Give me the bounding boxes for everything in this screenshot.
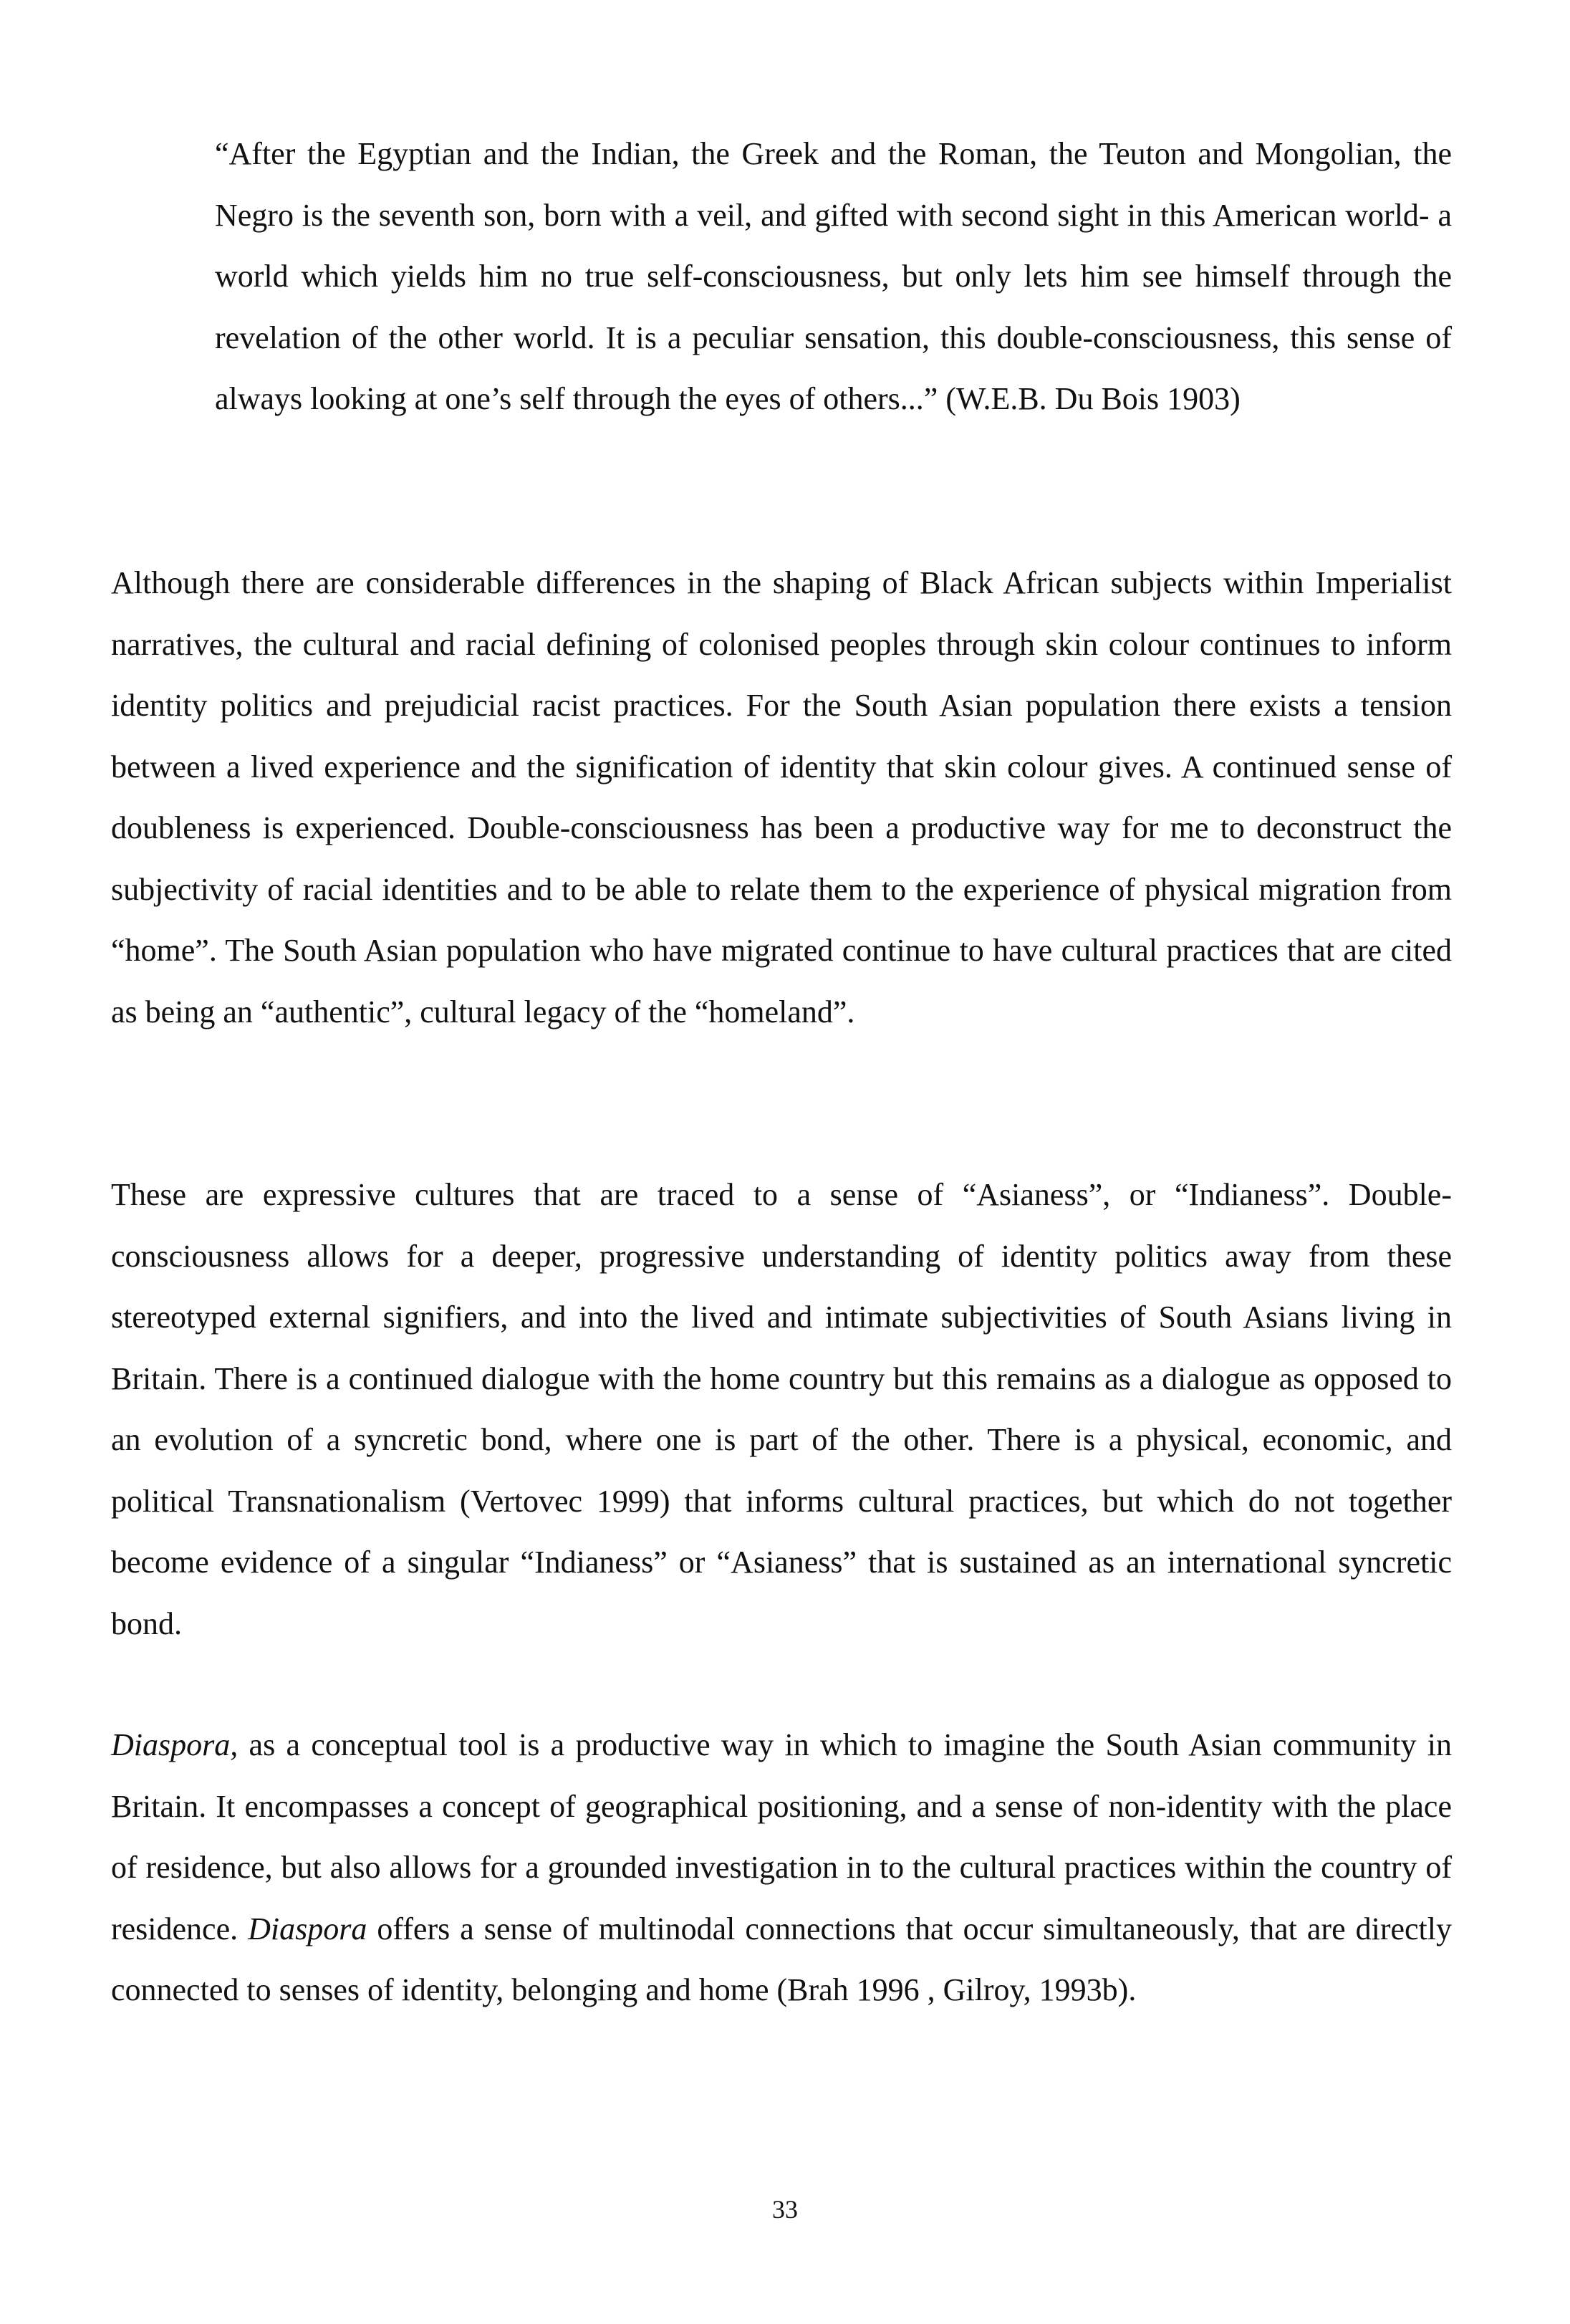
body-paragraph-1: Although there are considerable differences in the shaping of Black African subjects within Imperialist narratives, the cultural and racial defining of colonised peoples through skin colour continues to inform identity politics and prejudicial racist practices. For the South Asian population there exists a tension between a lived experience and the signification of identity that skin colour gives. A continued sense of doubleness is experienced. Double-consciousness has been a productive way for me to deconstruct the subjectivity of racial identities and to be able to relate them to the experience of physical migration from “home”. The South Asian population who have migrated continue to have cultural practices that are cited as being an “authentic”, cultural legacy of the “homeland”.: [111, 565, 1452, 1029]
body-paragraph-3-part-a: as a conceptual tool is a productive way in which to imagine the South Asian community in Britain. It encompasses a concept of geographical positioning, and a sense of non-identity with the place of residence, but also allows for a grounded investigation in to the cultural practices within the country of residence.: [111, 1727, 1452, 1946]
body-paragraph-3-part-b: offers a sense of multinodal connections that occur simultaneously, that are directly connected to senses of identity, belonging and home (Brah 1996 , Gilroy, 1993b).: [111, 1911, 1452, 2007]
body-paragraph-3: [111, 1714, 1452, 2021]
page-number: 33: [772, 2195, 798, 2224]
body-paragraph-2: These are expressive cultures that are traced to a sense of “Asianess”, or “Indianess”. Double-consciousness allows for a deeper, progressive understanding of identity politics away from these stereotyped external signifiers, and into the lived and intimate subjectivities of South Asians living in Britain. There is a continued dialogue with the home country but this remains as a dialogue as opposed to an evolution of a syncretic bond, where one is part of the other. There is a physical, economic, and political Transnationalism (Vertovec 1999) that informs cultural practices, but which do not together become evidence of a singular “Indianess” or “Asianess” that is sustained as an international syncretic bond.: [111, 1177, 1452, 1641]
diaspora-italic-term-2: Diaspora: [248, 1911, 367, 1946]
epigraph-quote: “After the Egyptian and the Indian, the Greek and the Roman, the Teuton and Mongolian, the Negro is the seventh son, born with a veil, and gifted with second sight in this American world- a world which yields him no true self-consciousness, but only lets him see himself through the revelation of the other world. It is a peculiar sensation, this double-consciousness, this sense of always looking at one’s self through the eyes of others...” (W.E.B. Du Bois 1903): [215, 136, 1452, 416]
diaspora-italic-term: Diaspora,: [111, 1727, 239, 1762]
